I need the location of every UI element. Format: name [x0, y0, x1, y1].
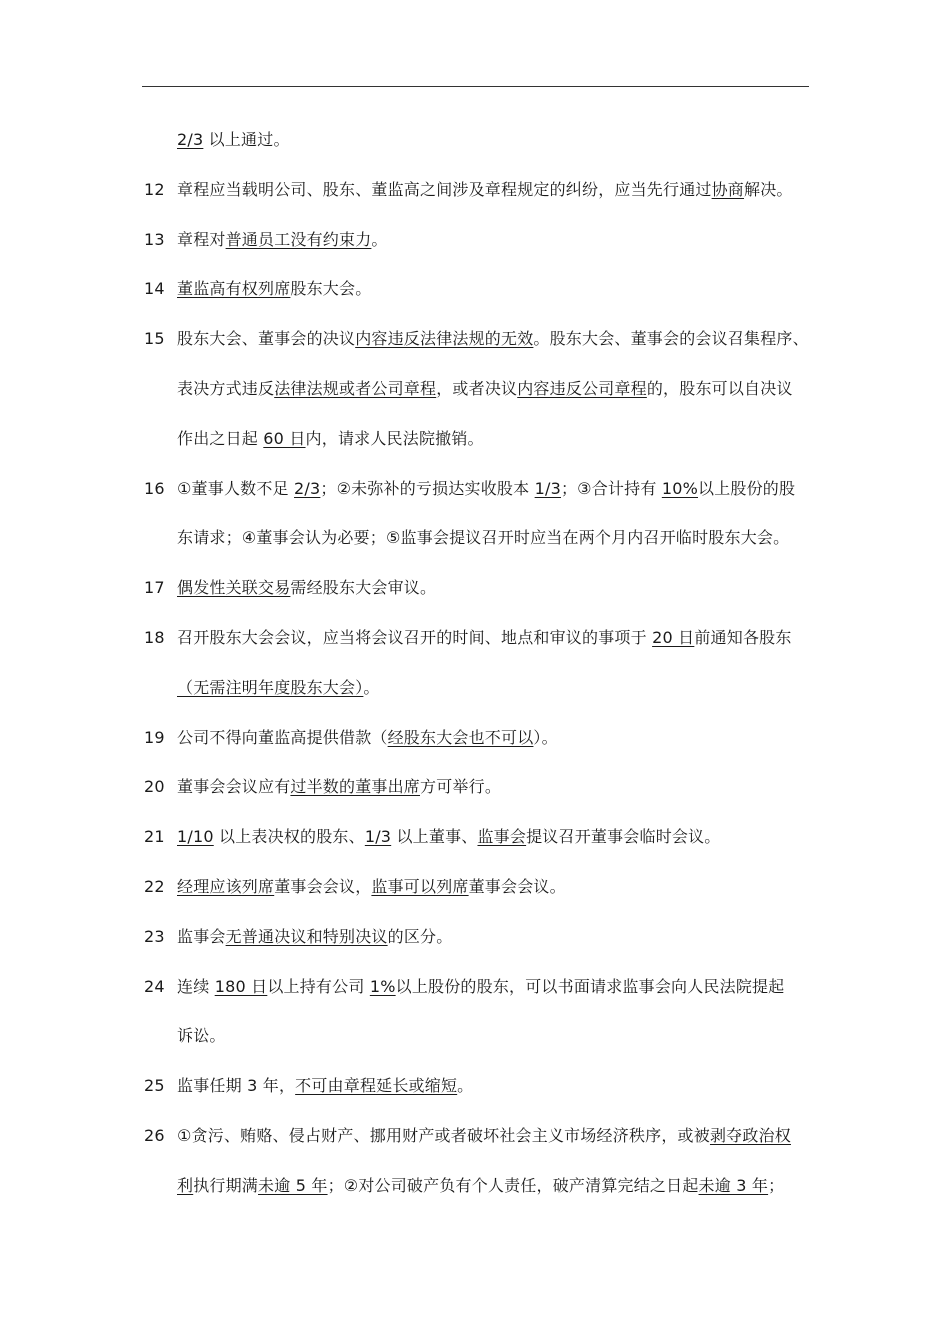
- item-number: 20: [144, 777, 165, 796]
- item-number: 16: [144, 479, 165, 498]
- text-segment: 执行期满: [193, 1176, 259, 1195]
- underlined-text: 2/3: [177, 130, 204, 149]
- underlined-text: 经股东大会也不可以: [387, 728, 534, 747]
- underlined-text: 无普通决议和特别决议: [225, 927, 388, 946]
- item-number: 21: [144, 827, 165, 846]
- text-segment: 需经股东大会审议。: [290, 578, 437, 597]
- text-segment: ；: [768, 1176, 785, 1195]
- text-segment: 的，股东可以自决议: [646, 379, 793, 398]
- text-segment: 内，请求人民法院撤销。: [305, 429, 484, 448]
- text-segment: ①董事人数不足: [177, 479, 295, 498]
- item-number: 17: [144, 578, 165, 597]
- text-segment: 前通知各股东: [694, 628, 792, 647]
- item-number: 15: [144, 329, 165, 348]
- line-text: [177, 775, 501, 799]
- underlined-text: 剥夺政治权: [709, 1126, 791, 1145]
- underlined-text: 1/3: [534, 479, 561, 498]
- underlined-text: 法律法规或者公司章程: [274, 379, 437, 398]
- item-number: 23: [144, 927, 165, 946]
- line-text: [177, 1074, 473, 1098]
- text-segment: 东请求；④董事会认为必要；⑤监事会提议召开时应当在两个月内召开临时股东大会。: [177, 528, 790, 547]
- text-segment: 。: [457, 1076, 474, 1095]
- text-segment: 的区分。: [387, 927, 453, 946]
- text-segment: 。: [371, 230, 388, 249]
- line-text: [177, 377, 793, 401]
- underlined-text: 内容违反公司章程: [517, 379, 647, 398]
- text-segment: ，或者决议: [436, 379, 518, 398]
- text-segment: 。股东大会、董事会的会议召集程序、: [533, 329, 809, 348]
- line-text: [177, 825, 721, 849]
- item-number: 13: [144, 230, 165, 249]
- text-segment: 连续: [177, 977, 215, 996]
- line-text: [177, 875, 566, 899]
- item-number: 12: [144, 180, 165, 199]
- text-segment: 召开股东大会会议，应当将会议召开的时间、地点和审议的事项于: [177, 628, 653, 647]
- line-text: [177, 925, 452, 949]
- text-segment: 董事会会议应有: [177, 777, 291, 796]
- text-segment: 以上表决权的股东、: [213, 827, 365, 846]
- underlined-text: 10%: [661, 479, 698, 498]
- text-segment: ；②对公司破产负有个人责任，破产清算完结之日起: [327, 1176, 699, 1195]
- text-segment: ；②未弥补的亏损达实收股本: [320, 479, 535, 498]
- underlined-text: 2/3: [294, 479, 321, 498]
- line-text: [177, 228, 388, 252]
- line-text: [177, 726, 558, 750]
- header-rule: [142, 86, 809, 87]
- underlined-text: 利: [177, 1176, 194, 1195]
- text-segment: 作出之日起: [177, 429, 264, 448]
- text-segment: 公司不得向董监高提供借款（: [177, 728, 388, 747]
- underlined-text: 不可由章程延长或缩短: [295, 1076, 458, 1095]
- item-number: 18: [144, 628, 165, 647]
- underlined-text: 1/10: [177, 827, 214, 846]
- underlined-text: （无需注明年度股东大会）: [177, 678, 364, 697]
- text-segment: ①贪污、贿赂、侵占财产、挪用财产或者破坏社会主义市场经济秩序，或被: [177, 1126, 710, 1145]
- text-segment: 章程对: [177, 230, 226, 249]
- text-segment: 董事会会议，: [274, 877, 372, 896]
- line-text: [177, 1024, 226, 1048]
- text-segment: 以上股份的股: [698, 479, 796, 498]
- underlined-text: 1/3: [364, 827, 392, 846]
- text-segment: 监事会: [177, 927, 226, 946]
- line-text: [177, 676, 380, 700]
- underlined-text: 协商: [711, 180, 745, 199]
- line-text: [177, 1124, 791, 1148]
- text-segment: 监事任期 3 年，: [177, 1076, 296, 1095]
- text-segment: 表决方式违反: [177, 379, 275, 398]
- line-text: [177, 526, 789, 550]
- underlined-text: 偶发性关联交易: [177, 578, 291, 597]
- text-segment: 诉讼。: [177, 1026, 226, 1045]
- text-segment: 以上通过。: [203, 130, 290, 149]
- underlined-text: 60 日: [263, 429, 306, 448]
- underlined-text: 20 日: [652, 628, 695, 647]
- text-segment: 董事会会议。: [468, 877, 566, 896]
- item-number: 26: [144, 1126, 165, 1145]
- line-text: [177, 277, 371, 301]
- text-segment: 以上董事、: [391, 827, 478, 846]
- line-text: [177, 626, 792, 650]
- line-text: [177, 1174, 784, 1198]
- line-text: [177, 327, 809, 351]
- text-segment: 以上持有公司: [267, 977, 370, 996]
- line-text: [177, 975, 784, 999]
- text-segment: 以上股份的股东，可以书面请求监事会向人民法院提起: [395, 977, 785, 996]
- text-segment: 。: [363, 678, 380, 697]
- underlined-text: 监事会: [477, 827, 527, 846]
- underlined-text: 过半数的董事出席: [290, 777, 421, 796]
- item-number: 22: [144, 877, 165, 896]
- underlined-text: 经理应该列席: [177, 877, 275, 896]
- underlined-text: 监事可以列席: [371, 877, 469, 896]
- item-number: 25: [144, 1076, 165, 1095]
- item-number: 14: [144, 279, 165, 298]
- line-text: [177, 576, 436, 600]
- underlined-text: 未逾 3 年: [698, 1176, 769, 1195]
- underlined-text: 董监高有权列席: [177, 279, 291, 298]
- underlined-text: 未逾 5 年: [258, 1176, 328, 1195]
- line-text: [177, 178, 793, 202]
- line-text: [177, 427, 484, 451]
- line-text: [177, 128, 290, 152]
- line-text: [177, 477, 795, 501]
- item-number: 24: [144, 977, 165, 996]
- text-segment: 提议召开董事会临时会议。: [526, 827, 721, 846]
- text-segment: 方可举行。: [420, 777, 502, 796]
- item-number: 19: [144, 728, 165, 747]
- text-segment: 章程应当载明公司、股东、董监高之间涉及章程规定的纠纷，应当先行通过: [177, 180, 712, 199]
- underlined-text: 内容违反法律法规的无效: [355, 329, 534, 348]
- text-segment: 解决。: [744, 180, 793, 199]
- text-segment: ；③合计持有: [560, 479, 662, 498]
- underlined-text: 1%: [369, 977, 396, 996]
- underlined-text: 180 日: [214, 977, 268, 996]
- text-segment: ）。: [533, 728, 558, 747]
- underlined-text: 普通员工没有约束力: [225, 230, 372, 249]
- text-segment: 股东大会、董事会的决议: [177, 329, 356, 348]
- text-segment: 股东大会。: [290, 279, 372, 298]
